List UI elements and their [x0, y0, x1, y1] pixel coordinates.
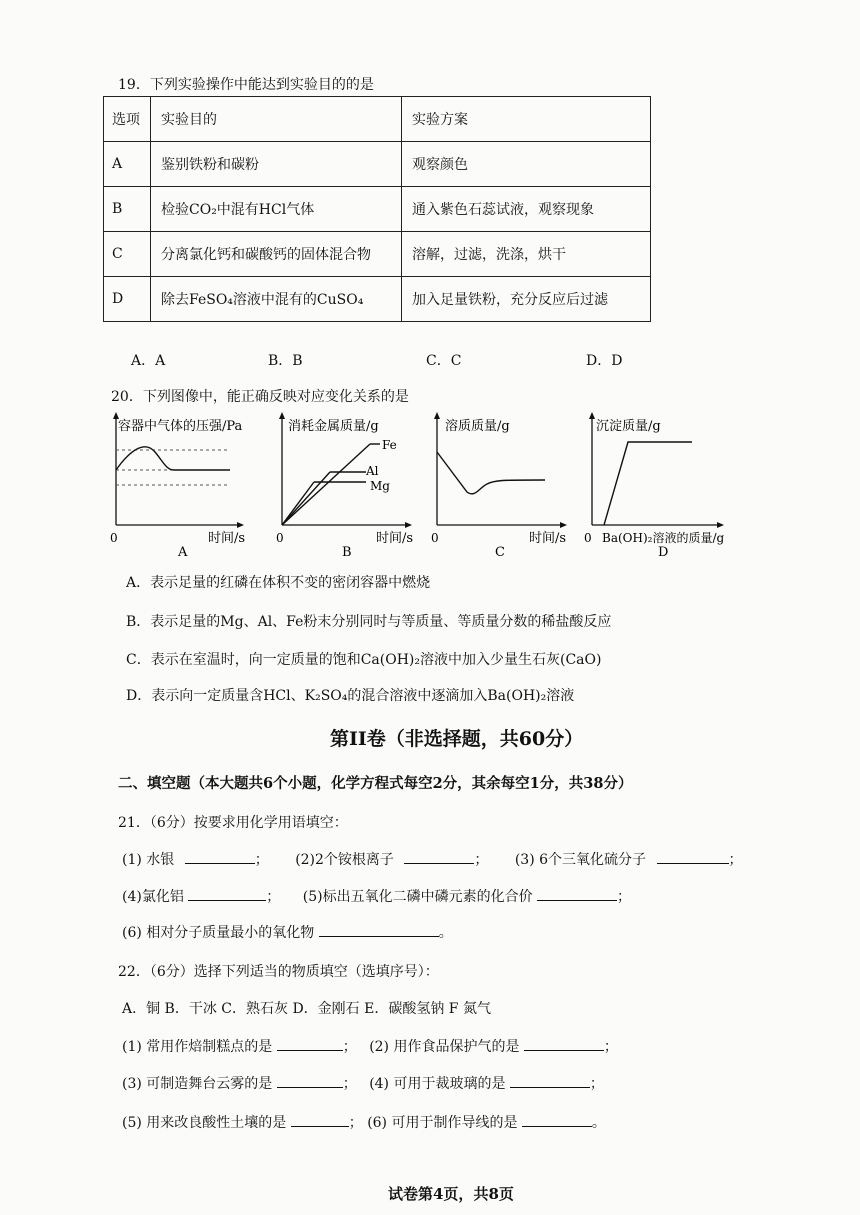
q19-table — [103, 96, 651, 322]
q20-stem: 20．下列图像中，能正确反映对应变化关系的是 — [111, 389, 409, 405]
answer-blank-22-4[interactable] — [510, 1075, 590, 1088]
table-header-cell: 实验方案 — [402, 97, 651, 142]
q22-row-2: (3) 可制造舞台云雾的是 ； (4) 可用于裁玻璃的是 ； — [122, 1076, 604, 1092]
table-cell: 观察颜色 — [402, 142, 651, 187]
q21-item-6: (6) 相对分子质量最小的氧化物 — [122, 925, 315, 941]
answer-blank-22-5[interactable] — [291, 1114, 349, 1127]
table-cell: C — [104, 232, 151, 277]
table-row — [104, 142, 651, 187]
part2-title: 第II卷（非选择题，共60分） — [330, 728, 584, 750]
graph-c-ylabel: 溶质质量/g — [445, 419, 510, 434]
graph-d-ylabel: 沉淀质量/g — [596, 419, 661, 434]
series-label-fe: Fe — [382, 438, 397, 452]
table-cell: A — [104, 142, 151, 187]
table-cell: 鉴别铁粉和碳粉 — [151, 142, 402, 187]
graph-b-ylabel: 消耗金属质量/g — [288, 419, 379, 434]
graph-b-origin: 0 — [276, 531, 284, 545]
answer-blank-21-4[interactable] — [188, 888, 266, 901]
graph-b-xlabel: 时间/s — [376, 531, 414, 546]
graph-a — [100, 410, 270, 564]
q22-item-1: (1) 常用作焙制糕点的是 — [122, 1039, 273, 1055]
q21-row-2: (4)氯化铝 ； (5)标出五氧化二磷中磷元素的化合价 ； — [122, 889, 632, 905]
answer-blank-21-1[interactable] — [185, 851, 255, 864]
table-cell: 溶解，过滤，洗涤，烘干 — [402, 232, 651, 277]
answer-blank-22-1[interactable] — [277, 1038, 343, 1051]
q22-item-6: (6) 可用于制作导线的是 — [367, 1115, 518, 1131]
graph-c-origin: 0 — [431, 531, 439, 545]
table-cell: 分离氯化钙和碳酸钙的固体混合物 — [151, 232, 402, 277]
table-header-row — [104, 97, 651, 142]
graph-b — [270, 410, 430, 564]
q20-option-d[interactable]: D．表示向一定质量含HCl、K₂SO₄的混合溶液中逐滴加入Ba(OH)₂溶液 — [126, 688, 575, 704]
q21-row-3: (6) 相对分子质量最小的氧化物 。 — [122, 925, 453, 941]
q22-item-5: (5) 用来改良酸性土壤的是 — [122, 1115, 287, 1131]
table-row — [104, 187, 651, 232]
table-header-cell: 选项 — [104, 97, 151, 142]
graph-a-ylabel: 容器中气体的压强/Pa — [118, 419, 243, 434]
answer-blank-22-3[interactable] — [277, 1075, 343, 1088]
table-cell: 通入紫色石蕊试液，观察现象 — [402, 187, 651, 232]
choice-a[interactable]: A．A — [131, 353, 166, 369]
graph-c-label: C — [495, 545, 505, 560]
q22-stem: 22．（6分）选择下列适当的物质填空（选填序号）： — [118, 964, 439, 980]
q19-stem: 19．下列实验操作中能达到实验目的的是 — [118, 77, 374, 93]
table-cell: 除去FeSO₄溶液中混有的CuSO₄ — [151, 277, 402, 322]
graph-a-xlabel: 时间/s — [208, 531, 246, 546]
q21-stem: 21．（6分）按要求用化学用语填空： — [118, 815, 348, 831]
q21-item-5: (5)标出五氧化二磷中磷元素的化合价 — [302, 889, 533, 905]
answer-blank-21-5[interactable] — [537, 888, 617, 901]
graph-a-label: A — [178, 545, 188, 560]
table-header-cell: 实验目的 — [151, 97, 402, 142]
q22-item-4: (4) 可用于裁玻璃的是 — [369, 1076, 506, 1092]
table-cell: D — [104, 277, 151, 322]
graph-d-xlabel: Ba(OH)₂溶液的质量/g — [602, 531, 725, 545]
table-cell: 检验CO₂中混有HCl气体 — [151, 187, 402, 232]
q21-item-3: (3) 6个三氧化硫分子 — [514, 852, 647, 868]
graph-b-label: B — [342, 545, 352, 560]
answer-blank-22-6[interactable] — [522, 1114, 592, 1127]
section-heading: 二、填空题（本大题共6个小题，化学方程式每空2分，其余每空1分，共38分） — [118, 775, 633, 792]
answer-blank-21-6[interactable] — [319, 924, 439, 937]
table-row — [104, 277, 651, 322]
q21-row-1: (1) 水银 ； (2)2个铵根离子 ； (3) 6个三氧化硫分子 ； — [122, 852, 743, 868]
series-label-al: Al — [366, 464, 379, 478]
q22-row-3: (5) 用来改良酸性土壤的是 ； (6) 可用于制作导线的是 。 — [122, 1115, 606, 1131]
answer-blank-21-3[interactable] — [657, 851, 729, 864]
q21-item-1: (1) 水银 — [122, 852, 175, 868]
q21-item-2: (2)2个铵根离子 — [295, 852, 394, 868]
q22-item-3: (3) 可制造舞台云雾的是 — [122, 1076, 273, 1092]
q20-option-c[interactable]: C．表示在室温时，向一定质量的饱和Ca(OH)₂溶液中加入少量生石灰(CaO) — [126, 652, 602, 668]
graph-c-xlabel: 时间/s — [529, 531, 567, 546]
q22-materials: A．铜 B．干冰 C．熟石灰 D．金刚石 E．碳酸氢钠 F 氮气 — [122, 1001, 491, 1017]
choice-b[interactable]: B．B — [268, 353, 303, 369]
series-label-mg: Mg — [370, 479, 390, 493]
choice-d[interactable]: D．D — [586, 353, 623, 369]
page-footer: 试卷第4页，共8页 — [388, 1185, 514, 1203]
graph-d — [580, 410, 750, 564]
q21-item-4: (4)氯化铝 — [122, 889, 184, 905]
table-cell: 加入足量铁粉，充分反应后过滤 — [402, 277, 651, 322]
answer-blank-22-2[interactable] — [524, 1038, 604, 1051]
q22-row-1: (1) 常用作焙制糕点的是 ； (2) 用作食品保护气的是 ； — [122, 1039, 618, 1055]
q20-option-b[interactable]: B．表示足量的Mg、Al、Fe粉末分别同时与等质量、等质量分数的稀盐酸反应 — [126, 614, 612, 630]
graph-d-origin: 0 — [584, 531, 592, 545]
table-row — [104, 232, 651, 277]
q22-item-2: (2) 用作食品保护气的是 — [369, 1039, 520, 1055]
graph-d-label: D — [658, 545, 669, 560]
choice-c[interactable]: C．C — [426, 353, 462, 369]
graph-a-origin: 0 — [110, 531, 118, 545]
graph-c — [425, 410, 585, 564]
table-cell: B — [104, 187, 151, 232]
answer-blank-21-2[interactable] — [404, 851, 474, 864]
q20-option-a[interactable]: A．表示足量的红磷在体积不变的密闭容器中燃烧 — [126, 575, 431, 591]
